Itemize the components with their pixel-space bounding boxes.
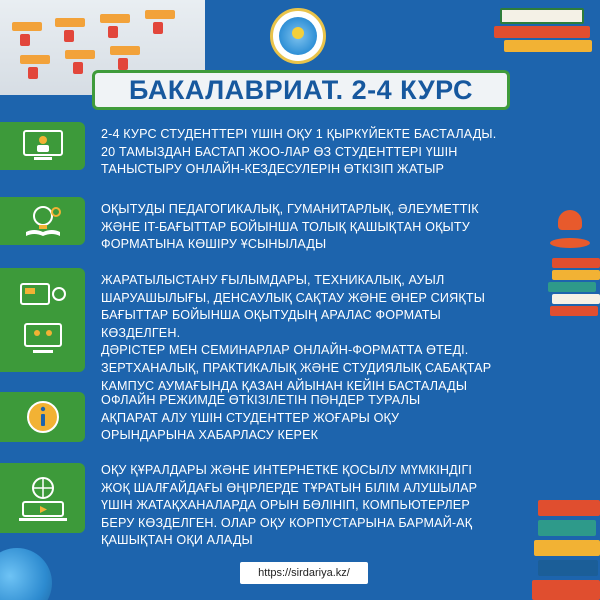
info-icon bbox=[0, 392, 85, 442]
globe-illustration bbox=[0, 548, 52, 600]
books-illustration-bottom bbox=[530, 490, 600, 600]
title-banner bbox=[92, 70, 510, 110]
emblem-logo bbox=[270, 8, 326, 64]
online-class-icon bbox=[0, 268, 85, 372]
computer-teacher-icon bbox=[0, 122, 85, 170]
books-illustration-top bbox=[490, 0, 600, 65]
desk-lamp-illustration bbox=[556, 210, 592, 246]
source-url[interactable]: https://sirdariya.kz/ bbox=[258, 567, 350, 579]
item-5-text: ОҚУ ҚҰРАЛДАРЫ ЖӘНЕ ИНТЕРНЕТКЕ ҚОСЫЛУ МҮМКІНДІГІ ЖОҚ ШАЛҒАЙДАҒЫ ӨҢІРЛЕРДЕ ТҰРАТЫН БІЛІМ АЛУШЫЛАР ҮШІН ЖАТАҚХАНАЛАРДА ОРЫН БӨЛІНІП, КОМПЬЮТЕРЛЕР БЕРУ КӨЗДЕЛГЕН. ОЛАР ОҚУ КОРПУСТАРЫНА БАРМАЙ-АҚ ҚАШЫҚТАН ОҚИ АЛАДЫ bbox=[101, 463, 478, 548]
item-4-text: ОФЛАЙН РЕЖИМДЕ ӨТКІЗІЛЕТІН ПӘНДЕР ТУРАЛЫ АҚПАРАТ АЛУ ҮШІН СТУДЕНТТЕР ЖОҒАРЫ ОҚУ ОРЫНДАРЫНА ХАБАРЛАСУ КЕРЕК bbox=[101, 393, 421, 443]
page-title: БАКАЛАВРИАТ. 2-4 КУРС bbox=[129, 74, 473, 105]
item-3-text: ЖАРАТЫЛЫСТАНУ ҒЫЛЫМДАРЫ, ТЕХНИКАЛЫҚ, АУЫЛ ШАРУАШЫЛЫҒЫ, ДЕНСАУЛЫҚ САҚТАУ ЖӘНЕ ӨНЕР СИЯҚТЫ БАҒЫТТАР БОЙЫНША ОҚЫТУДЫҢ АРАЛАС ФОРМАТЫ КӨЗДЕЛГЕН. ДӘРІСТЕР МЕН СЕМИНАРЛАР ОНЛАЙН-ФОРМАТТА ӨТЕДІ. ЗЕРТХАНАЛЫҚ, ПРАКТИКАЛЫҚ ЖӘНЕ СТУДИЯЛЫҚ САБАҚТАР КАМПУС АУМАҒЫНДА ҚАЗАН АЙЫНАН КЕЙІН БАСТАЛАДЫ bbox=[101, 273, 492, 393]
book-lightbulb-icon bbox=[0, 197, 85, 245]
books-illustration-right bbox=[540, 258, 600, 348]
item-2-text: ОҚЫТУДЫ ПЕДАГОГИКАЛЫҚ, ГУМАНИТАРЛЫҚ, ӘЛЕУМЕТТІК ЖӘНЕ IT-БАҒЫТТАР БОЙЫНША ТОЛЫҚ ҚАШЫҚТАН ОҚЫТУ ФОРМАТЫНА КӨШІРУ ҰСЫНЫЛАДЫ bbox=[101, 202, 479, 252]
item-1-text: 2-4 КУРС СТУДЕНТТЕРІ ҮШІН ОҚУ 1 ҚЫРКҮЙЕКТЕ БАСТАЛАДЫ. 20 ТАМЫЗДАН БАСТАП ЖОО-ЛАР ӨЗ СТУДЕНТТЕРІ ҮШІН ТАНЫСТЫРУ ОНЛАЙН-КЕЗДЕСУЛЕРІН ӨТКІЗІП ЖАТЫР bbox=[101, 127, 497, 177]
source-url-badge bbox=[240, 562, 368, 584]
laptop-network-icon bbox=[0, 463, 85, 533]
